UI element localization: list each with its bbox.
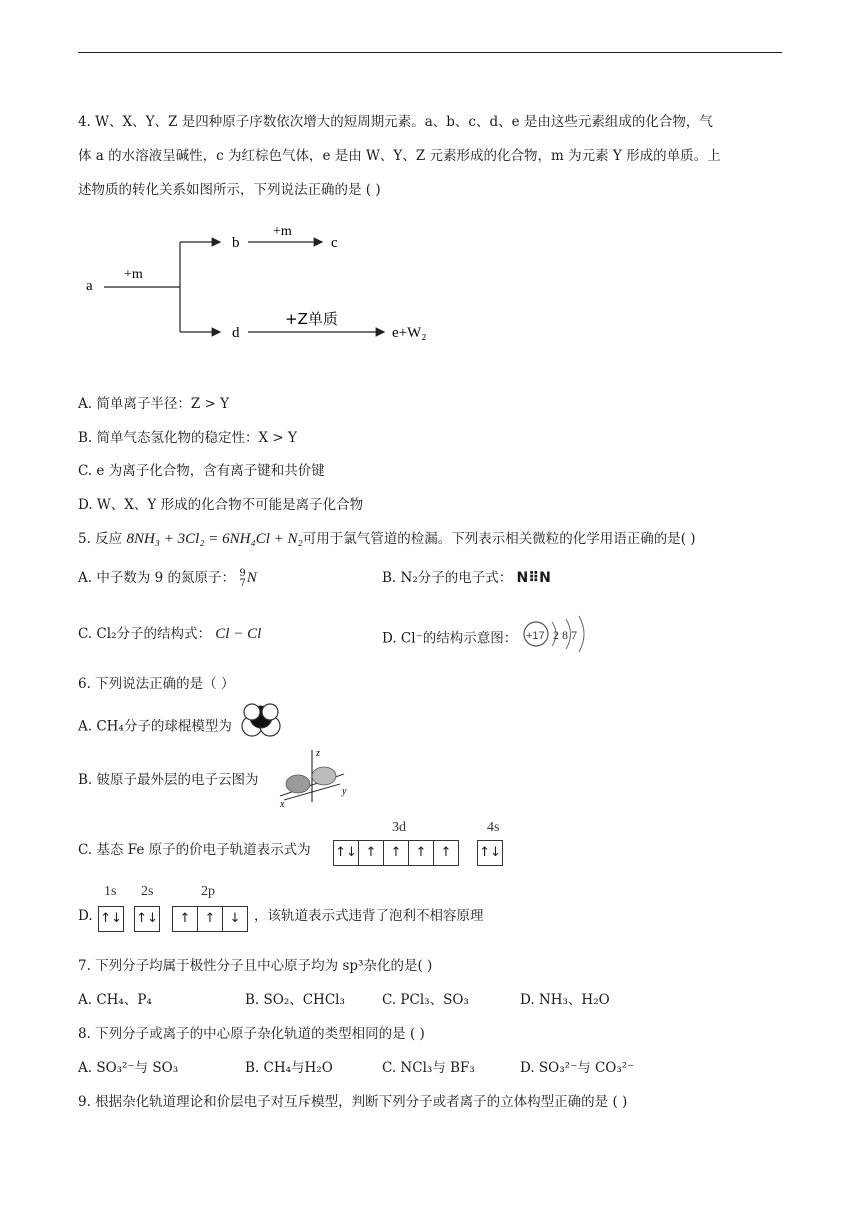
axis-x-label: x [280,799,285,810]
orbital-3d-3: ↑ [383,840,409,866]
q9-stem: 9. 根据杂化轨道理论和价层电子对互斥模型，判断下列分子或者离子的立体构型正确的是 ( ) [78,1094,628,1110]
node-a: a [86,278,93,294]
axis-z-label: z [316,748,320,759]
q5-option-c [78,624,261,644]
q5-equation: 8NH₃ + 3Cl₂ = 6NH₄Cl + N₂ [126,531,303,547]
q6-option-c-text: C. 基态 Fe 原子的价电子轨道表示式为 [78,842,311,858]
atomic-number: 7 [239,577,246,589]
arrow-label-am: +m [124,267,143,282]
node-e: e+W₂ [392,325,427,341]
q8-option-c: C. NCl₃与 BF₃ [382,1060,475,1076]
q6-option-b [78,770,259,790]
q6-option-a [78,714,286,740]
label-2s: 2s [141,884,154,899]
nuclide-indices [239,569,245,589]
q8-option-b: B. CH₄与H₂O [245,1060,333,1076]
atomic-structure-diagram [522,614,594,654]
fe-orbital-diagram [333,840,503,866]
orbital-1s: ↑↓ [98,906,124,932]
q5-option-a [78,568,257,589]
label-2p: 2p [201,884,215,899]
orbital-2s: ↑↓ [134,906,160,932]
structural-formula: Cl − Cl [215,626,262,642]
q7-option-b: B. SO₂、CHCl₃ [245,992,345,1008]
q5-stem [78,529,696,549]
q5-option-b [382,568,551,588]
orbital-2p-1: ↑ [172,906,198,932]
arrow-label-dz: +Z单质 [285,310,338,328]
q7-option-d: D. NH₃、H₂O [520,992,610,1008]
nuclide-symbol: N [246,570,257,586]
q8-option-d: D. SO₃²⁻与 CO₃²⁻ [520,1060,635,1076]
q6-option-c [78,840,311,860]
orbital-3d-2: ↑ [358,840,384,866]
mass-number: 9 [239,567,246,579]
q6-option-d-text: ，该轨道表示式违背了泡利不相容原理 [254,908,484,924]
q7-option-c: C. PCl₃、SO₃ [382,992,469,1008]
q6-stem: 6. 下列说法正确的是（ ） [78,676,235,692]
orbital-2p-2: ↑ [197,906,223,932]
node-b: b [232,235,240,251]
label-4s: 4s [487,820,500,835]
q5-option-d [382,624,594,654]
orbital-3d-1: ↑↓ [333,840,359,866]
q6-option-b-text: B. 铍原子最外层的电子云图为 [78,772,259,788]
q7-option-a: A. CH₄、P₄ [78,992,152,1008]
q8-stem: 8. 下列分子或离子的中心原子杂化轨道的类型相同的是 ( ) [78,1026,425,1042]
orbital-3d-4: ↑ [408,840,434,866]
q5-option-d-text: D. Cl⁻的结构示意图： [382,630,518,647]
electron-cloud-icon [272,744,358,810]
electron-shells: 2 8 7 [552,628,577,642]
label-1s: 1s [104,884,117,899]
q5-stem-prefix: 5. 反应 [78,531,127,547]
axis-y-label: y [342,786,347,797]
q6-option-d-prefix: D. [78,908,93,924]
q4-conversion-diagram [80,220,460,350]
q4-option-d: D. W、X、Y 形成的化合物不可能是离子化合物 [78,497,364,513]
orbital-diagram-d [98,906,248,932]
label-3d: 3d [392,820,406,835]
q8-option-a: A. SO₃²⁻与 SO₃ [78,1060,179,1076]
q4-stem-line1: 4. W、X、Y、Z 是四种原子序数依次增大的短周期元素。a、b、c、d、e 是由这些元素组成的化合物，气 [78,114,713,130]
q4-option-a: A. 简单离子半径：Z > Y [78,396,230,412]
electron-formula: N⠿N [516,570,551,586]
q7-stem: 7. 下列分子均属于极性分子且中心原子均为 sp³杂化的是( ) [78,958,433,974]
arrow-label-bm: +m [273,224,292,239]
nucleus-charge: +17 [525,630,545,642]
q6-option-a-text: A. CH₄分子的球棍模型为 [78,718,232,735]
q5-option-c-text: C. Cl₂分子的结构式： [78,626,211,642]
header-rule [78,52,782,53]
q5-option-a-text: A. 中子数为 9 的氮原子： [78,570,236,586]
q4-option-c: C. e 为离子化合物，含有离子键和共价键 [78,463,325,479]
q4-stem-line2: 体 a 的水溶液呈碱性，c 为红棕色气体，e 是由 W、Y、Z 元素形成的化合物，m 为元素 Y 形成的单质。上 [78,148,721,164]
ch4-ball-model-icon [236,700,286,740]
q5-option-b-text: B. N₂分子的电子式： [382,570,513,586]
q5-stem-suffix: 可用于氯气管道的检漏。下列表示相关微粒的化学用语正确的是( ) [302,531,696,547]
q4-option-b: B. 简单气态氢化物的稳定性：X > Y [78,430,297,446]
node-d: d [232,325,240,341]
orbital-2p-3: ↓ [222,906,248,932]
node-c: c [331,235,338,251]
orbital-4s: ↑↓ [477,840,503,866]
orbital-3d-5: ↑ [433,840,459,866]
q6-option-d [78,906,93,926]
q4-stem-line3: 述物质的转化关系如图所示，下列说法正确的是 ( ) [78,182,381,198]
